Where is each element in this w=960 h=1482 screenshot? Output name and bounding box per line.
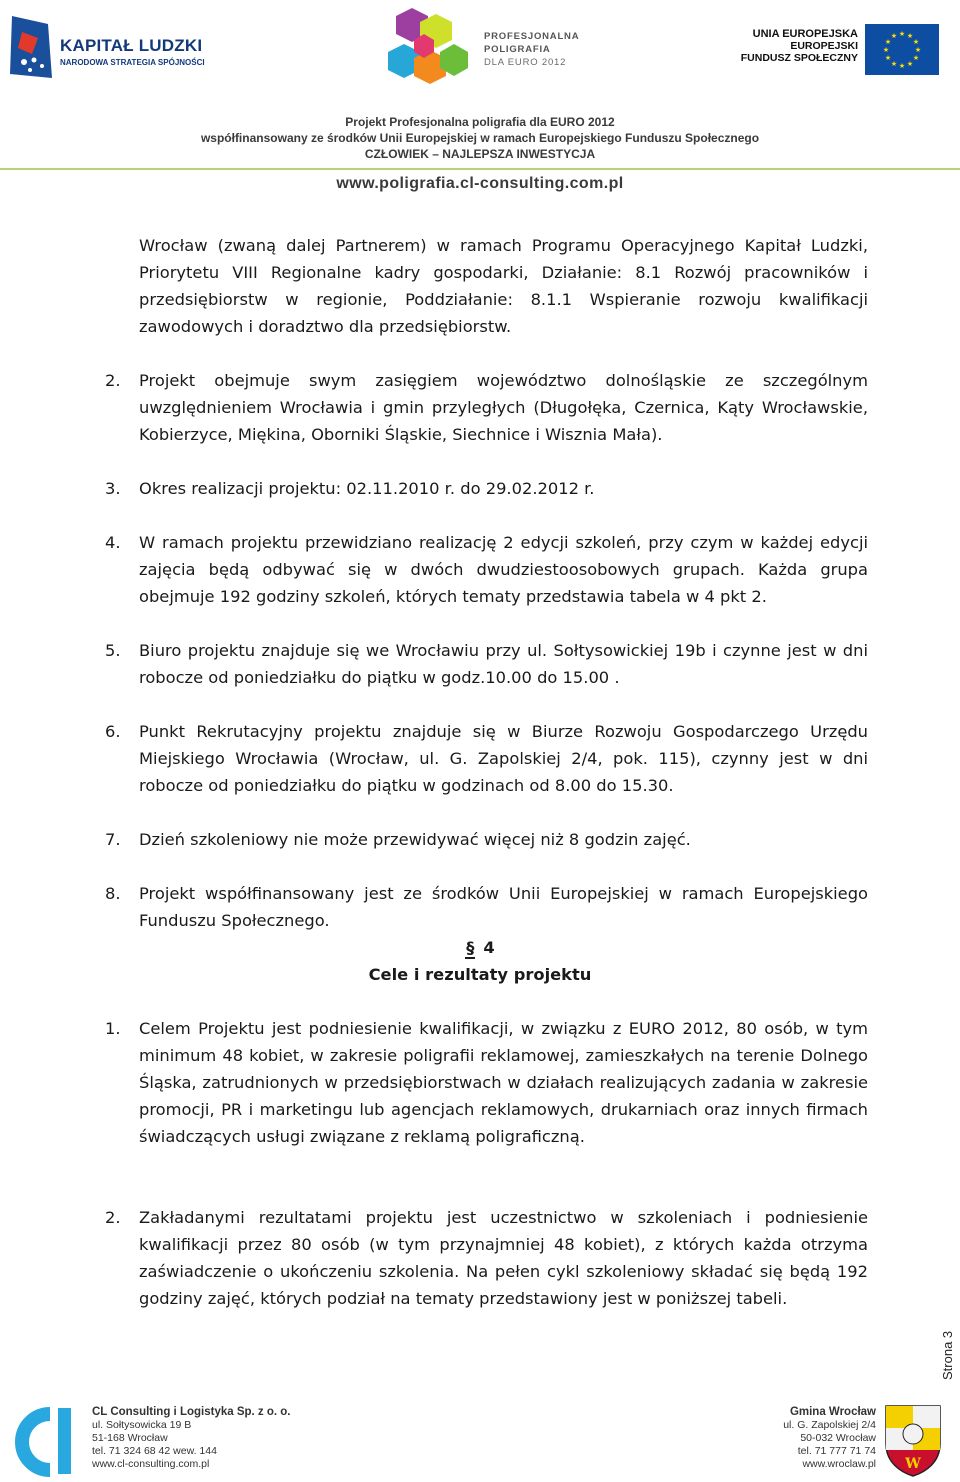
list-item-number: 2. (105, 371, 121, 390)
list-item-text: Projekt współfinansowany jest ze środków Unii Europejskiej w ramach Europejskiego Funduszu Społecznego. (139, 884, 868, 930)
svg-text:★: ★ (884, 54, 892, 62)
list-item-number: 7. (105, 830, 121, 849)
svg-text:★: ★ (890, 32, 898, 40)
list-item-text: Biuro projektu znajduje się we Wrocławiu przy ul. Sołtysowickiej 19b i czynne jest w dni robocze od poniedziałku do piątku w godz.10.00 do 15.00 . (139, 641, 868, 687)
section-title: Cele i rezultaty projektu (368, 965, 592, 984)
section-sign: § (466, 938, 475, 957)
list-item (105, 367, 868, 448)
section-number-value: 4 (483, 938, 495, 957)
gm-city: 50-032 Wrocław (800, 1432, 876, 1444)
project-info (0, 114, 960, 162)
ue-line-1: UNIA EUROPEJSKA (752, 28, 858, 40)
ue-line-3: FUNDUSZ SPOŁECZNY (740, 52, 858, 64)
eu-flag-icon (865, 24, 939, 75)
pp-line-2: POLIGRAFIA (484, 44, 551, 55)
wroclaw-crest-icon (882, 1400, 944, 1478)
kapital-ludzki-subtitle: NARODOWA STRATEGIA SPÓJNOŚCI (60, 58, 205, 67)
header-divider (0, 168, 960, 170)
list-item-text: W ramach projektu przewidziano realizację 2 edycji szkoleń, przy czym w każdej edycji zajęcia będą odbywać się w dwóch dwudziestoosobowych grupach. Każda grupa obejmuje 192 godziny szkoleń, których tematy przedstawia tabela w 4 pkt 2. (139, 533, 868, 606)
cl-consulting-logo-icon (6, 1402, 86, 1482)
hexagon-cluster-icon (382, 6, 478, 90)
pp-line-3: DLA EURO 2012 (484, 57, 567, 68)
intro-paragraph: Wrocław (zwaną dalej Partnerem) w ramach Programu Operacyjnego Kapitał Ludzki, Priorytetu VIII Regionalne kadry gospodarki, Działanie: 8.1 Rozwój pracowników i przedsiębiorstw w regionie, Poddziałanie: 8.1.1 Wspieranie rozwoju kwalifikacji zawodowych i doradztwo dla przedsiębiorstw. (139, 236, 868, 336)
list-item (105, 1204, 868, 1312)
kapital-ludzki-emblem-icon (8, 14, 56, 80)
list-item (105, 529, 868, 610)
list-item (105, 475, 868, 502)
svg-text:★: ★ (882, 46, 890, 54)
list-item (105, 880, 868, 934)
svg-text:★: ★ (884, 38, 892, 46)
cl-city: 51-168 Wrocław (92, 1432, 168, 1444)
project-line-2: współfinansowany ze środków Unii Europejskiej w ramach Europejskiego Funduszu Społecznego (200, 131, 760, 145)
list-item-text: Punkt Rekrutacyjny projektu znajduje się w Biurze Rozwoju Gospodarczego Urzędu Miejskiego Wrocławia (Wrocław, ul. G. Zapolskiej 2/4, pok. 115), czynny jest w dni robocze od poniedziałku do piątku w godzinach od 8.00 do 15.30. (139, 722, 868, 795)
cl-phone: tel. 71 324 68 42 wew. 144 (92, 1445, 217, 1457)
page-number: Strona 3 (940, 1330, 955, 1380)
list-item (105, 826, 868, 853)
project-line-3: CZŁOWIEK – NAJLEPSZA INWESTYCJA (364, 147, 596, 161)
list-item (105, 718, 868, 799)
list-item-number: 3. (105, 479, 121, 498)
list-item-number: 6. (105, 722, 121, 741)
cl-consulting-contact (92, 1406, 291, 1471)
list-item-text: Dzień szkoleniowy nie może przewidywać więcej niż 8 godzin zajęć. (139, 830, 691, 849)
project-line-1: Projekt Profesjonalna poligrafia dla EURO 2012 (345, 115, 615, 129)
svg-text:W: W (905, 1456, 921, 1472)
svg-text:★: ★ (914, 46, 922, 54)
kapital-ludzki-logo (8, 14, 213, 80)
list-item-number: 4. (105, 533, 121, 552)
list-item-number: 5. (105, 641, 121, 660)
document-body (0, 232, 960, 1312)
document-footer (0, 1380, 960, 1480)
svg-text:★: ★ (898, 62, 906, 70)
gm-name: Gmina Wrocław (789, 1406, 876, 1418)
cl-name: CL Consulting i Logistyka Sp. z o. o. (92, 1406, 291, 1418)
list-item-number: 1. (105, 1019, 121, 1038)
pp-line-1: PROFESJONALNA (484, 31, 580, 42)
gmina-wroclaw-contact (783, 1406, 876, 1471)
profesjonalna-poligrafia-text (484, 30, 579, 69)
cl-website-link[interactable]: www.cl-consulting.com.pl (92, 1458, 210, 1470)
svg-text:★: ★ (906, 32, 914, 40)
list-item-number: 8. (105, 884, 121, 903)
cl-street: ul. Sołtysowicka 19 B (92, 1419, 192, 1431)
unia-europejska-logo (740, 24, 942, 76)
kapital-ludzki-title: KAPITAŁ LUDZKI (60, 36, 203, 55)
list-item-text: Projekt obejmuje swym zasięgiem województwo dolnośląskie ze szczególnym uwzględnieniem Wrocławia i gmin przyległych (Długołęka, Czernica, Kąty Wrocławskie, Kobierzyce, Miękina, Oborniki Śląskie, Siechnice i Wisznia Mała). (139, 371, 868, 444)
profesjonalna-poligrafia-logo (382, 6, 582, 90)
list-item-text: Zakładanymi rezultatami projektu jest uczestnictwo w szkoleniach i podniesienie kwalifikacji przez 80 osób (w tym przynajmniej 48 kobiet), z których każda otrzyma zaświadczenie o ukończeniu szkolenia. Na pełen cykl szkoleniowy składać się będą 192 godziny zajęć, których podział na tematy przedstawiony jest w poniższej tabeli. (139, 1208, 868, 1308)
ue-line-2: EUROPEJSKI (790, 40, 858, 52)
section-heading (0, 934, 960, 988)
list-item (105, 637, 868, 691)
document-header (0, 0, 960, 200)
svg-text:★: ★ (912, 38, 920, 46)
svg-text:★: ★ (898, 30, 906, 38)
svg-text:★: ★ (890, 60, 898, 68)
svg-text:★: ★ (912, 54, 920, 62)
gm-website-link[interactable]: www.wroclaw.pl (802, 1458, 876, 1470)
gm-street: ul. G. Zapolskiej 2/4 (783, 1419, 876, 1431)
project-website-link[interactable]: www.poligrafia.cl-consulting.com.pl (336, 175, 624, 192)
list-item (105, 1015, 868, 1150)
section-number (0, 934, 960, 961)
list-item-text: Okres realizacji projektu: 02.11.2010 r. do 29.02.2012 r. (139, 479, 595, 498)
unia-europejska-text (741, 28, 858, 64)
list-item-number: 2. (105, 1208, 121, 1227)
gm-phone: tel. 71 777 71 74 (797, 1445, 876, 1457)
svg-text:★: ★ (906, 60, 914, 68)
list-item-text: Celem Projektu jest podniesienie kwalifikacji, w związku z EURO 2012, 80 osób, w tym minimum 48 kobiet, w zakresie poligrafii reklamowej, zamieszkałych na terenie Dolnego Śląska, zatrudnionych w przedsiębiorstwach w działach realizujących zadania w zakresie promocji, PR i marketingu lub agencjach reklamowych, drukarniach oraz innych firmach świadczących usługi związane z reklamą poligraficzną. (139, 1019, 868, 1146)
